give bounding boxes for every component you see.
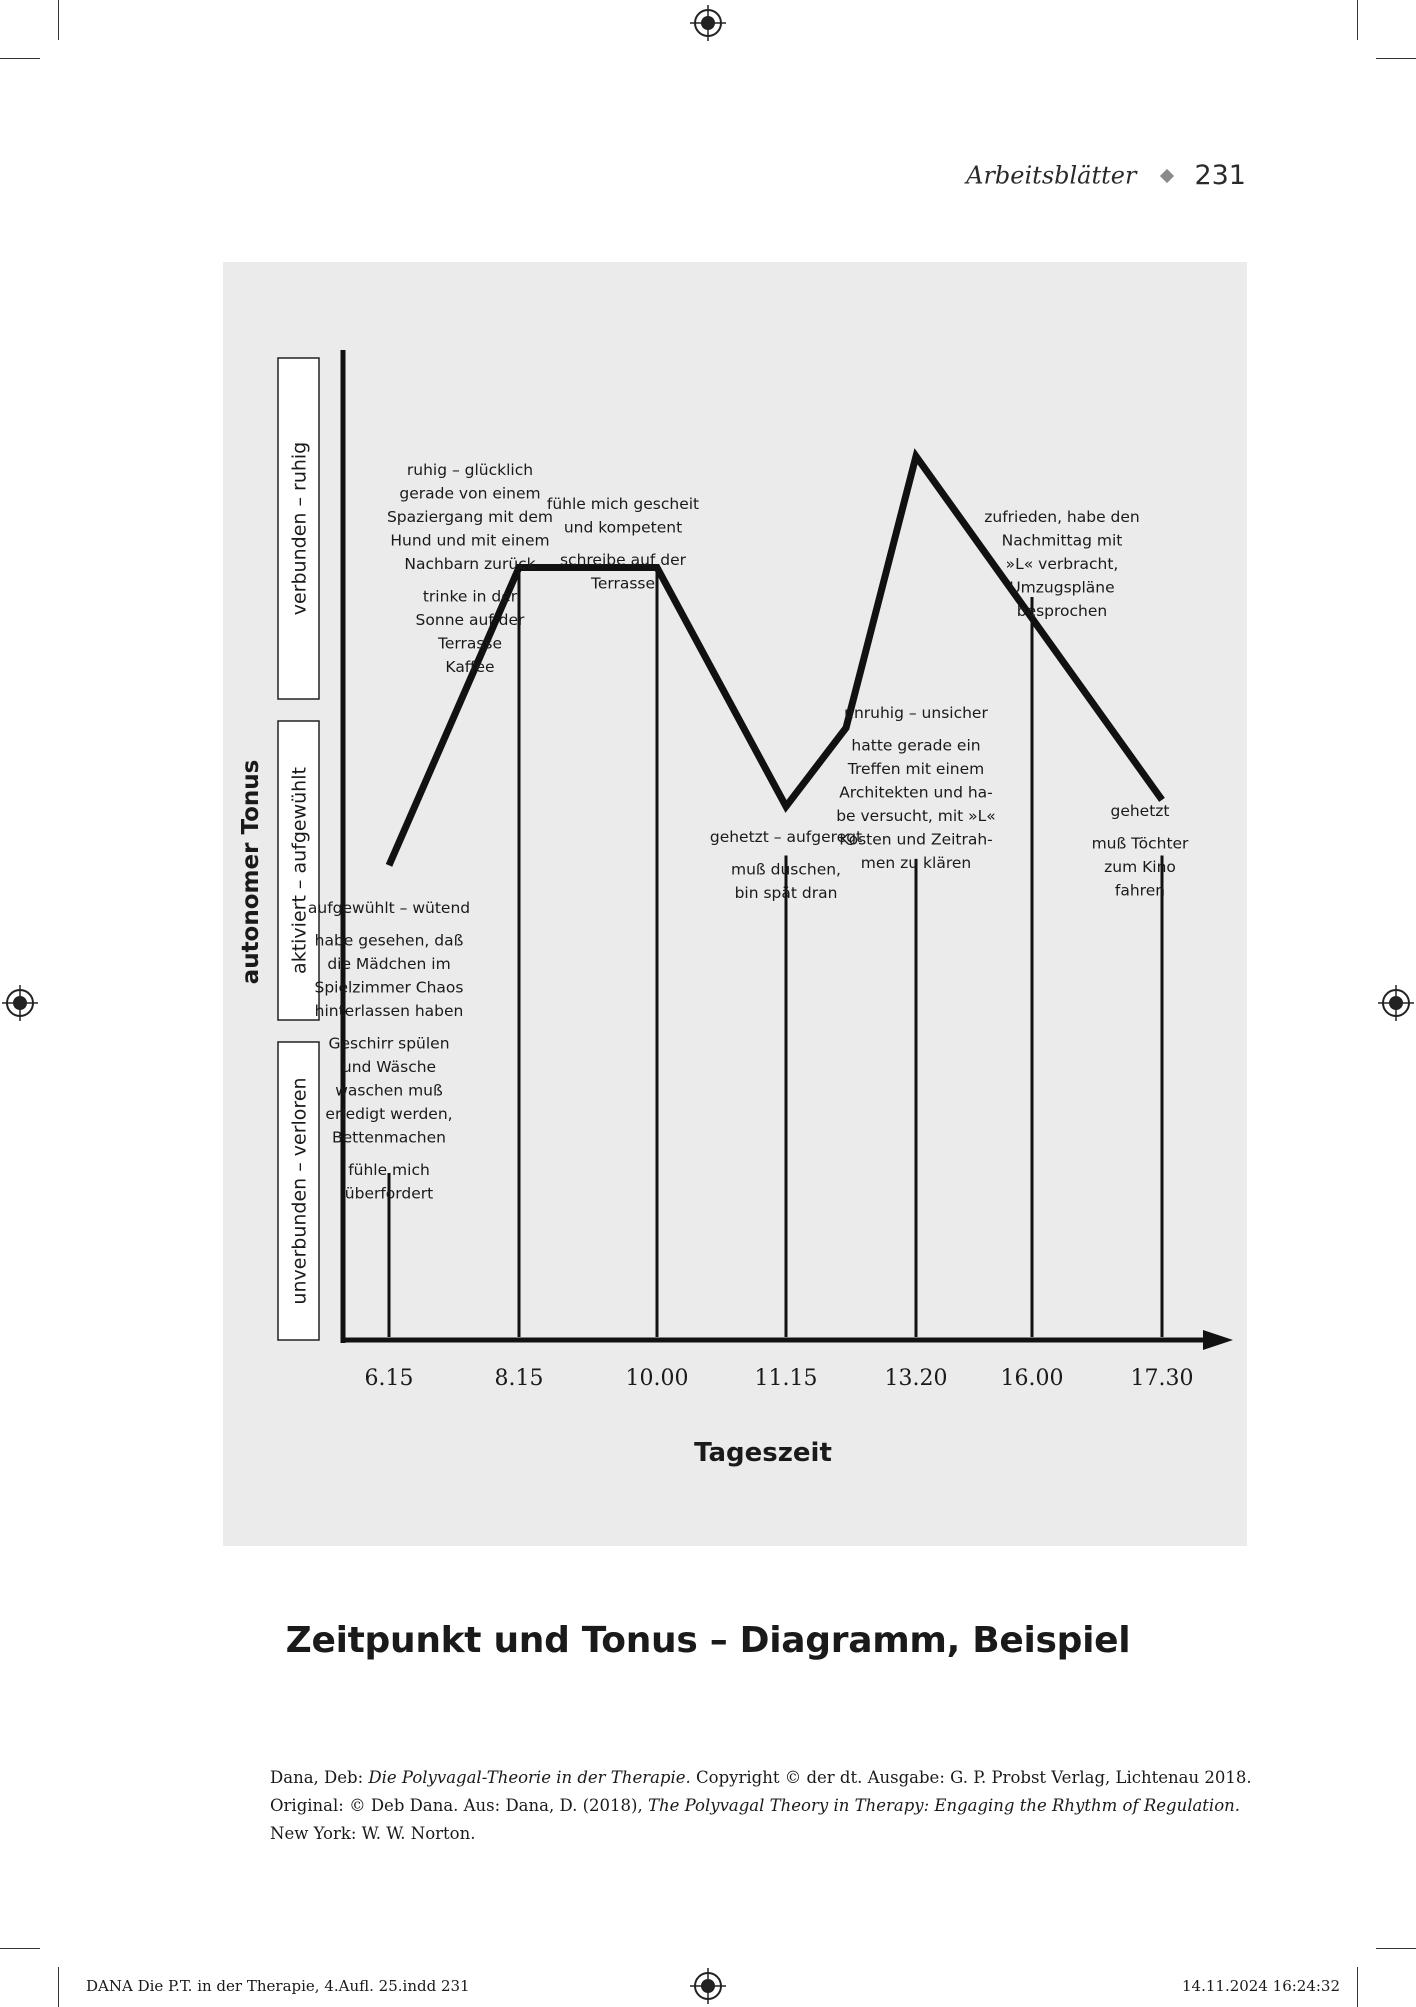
y-band-label-aktiviert: aktiviert – aufgewühlt	[288, 767, 311, 974]
annotation-line: fühle mich	[348, 1161, 430, 1179]
annotation-line: Nachmittag mit	[1001, 531, 1123, 550]
annotation-line: Treffen mit einem	[847, 760, 985, 778]
annotation-line: Umzugspläne	[1009, 578, 1115, 597]
annotation-line: überfordert	[344, 1184, 434, 1203]
annotation-line: Kosten und Zeitrah-	[839, 830, 993, 849]
annotation-line: gehetzt	[1110, 802, 1170, 820]
annotation-line: und kompetent	[563, 518, 683, 537]
crop-mark	[1357, 1967, 1358, 2007]
annotation-line: Sonne auf der	[415, 611, 525, 629]
annotation-line: Hund und mit einem	[390, 531, 550, 550]
footer-file-info: DANA Die P.T. in der Therapie, 4.Aufl. 25.indd 231	[86, 1977, 470, 1995]
crop-mark	[58, 1967, 59, 2007]
annotation-line: zum Kino	[1104, 858, 1176, 876]
annotation-line: hatte gerade ein	[851, 736, 981, 755]
crop-mark	[58, 0, 59, 40]
annotation-line: ruhig – glücklich	[406, 461, 534, 479]
annotation-line: Nachbarn zurück	[404, 555, 536, 573]
annotation-line: gehetzt – aufgeregt	[709, 828, 863, 846]
registration-mark-right	[1378, 985, 1414, 1021]
annotation-line: trinke in der	[422, 587, 518, 606]
source-text: Original: © Deb Dana. Aus: Dana, D. (2018),	[270, 1796, 648, 1815]
book-title-de: Die Polyvagal-Theorie in der Therapie.	[368, 1768, 691, 1787]
crop-mark	[1357, 0, 1358, 40]
section-title: Arbeitsblätter	[966, 161, 1137, 190]
source-note	[270, 1764, 1252, 1848]
footer-timestamp: 14.11.2024 16:24:32	[1182, 1977, 1341, 1995]
figure-caption: Zeitpunkt und Tonus – Diagramm, Beispiel	[285, 1620, 1131, 1661]
annotation-line: Kaffee	[445, 658, 495, 676]
annotation-line: Spaziergang mit dem	[386, 508, 554, 526]
annotation-line: be versucht, mit »L«	[836, 807, 996, 825]
x-tick-label: 13.20	[884, 1366, 948, 1391]
x-tick-label: 8.15	[494, 1366, 544, 1391]
annotation-line: besprochen	[1016, 602, 1108, 620]
annotation-line: hinterlassen haben	[314, 1002, 464, 1020]
x-axis-title: Tageszeit	[694, 1438, 832, 1468]
annotation-line: erledigt werden,	[325, 1105, 453, 1123]
annotation-line: schreibe auf der	[559, 551, 687, 569]
crop-mark	[1376, 1948, 1416, 1949]
crop-mark	[0, 1948, 40, 1949]
registration-mark-top	[690, 5, 726, 41]
annotation-line: gerade von einem	[399, 484, 541, 503]
annotation-line: die Mädchen im	[327, 955, 451, 973]
registration-mark-left	[2, 985, 38, 1021]
annotation-line: muß duschen,	[731, 860, 841, 879]
registration-mark-bottom	[690, 1968, 726, 2004]
x-tick-label: 17.30	[1130, 1366, 1194, 1391]
annotation-line: muß Töchter	[1091, 834, 1189, 853]
source-line-1	[270, 1764, 1252, 1792]
y-band-label-verbunden: verbunden – ruhig	[288, 441, 311, 616]
crop-mark	[1376, 58, 1416, 59]
x-tick-label: 16.00	[1000, 1366, 1064, 1391]
annotation-line: bin spät dran	[734, 884, 838, 902]
source-line-3: New York: W. W. Norton.	[270, 1824, 476, 1843]
annotation-line: Bettenmachen	[332, 1128, 446, 1147]
book-title-en: The Polyvagal Theory in Therapy: Engaging the Rhythm of Regulation.	[647, 1796, 1241, 1815]
annotation-line: Terrasse	[437, 634, 503, 653]
annotation-line: zufrieden, habe den	[984, 508, 1140, 526]
diamond-icon	[1160, 168, 1174, 182]
annotation-line: »L« verbracht,	[1005, 555, 1119, 573]
crop-mark	[0, 58, 40, 59]
time-tonus-chart	[223, 262, 1247, 1546]
source-line-2	[270, 1792, 1241, 1820]
annotation-line: unruhig – unsicher	[844, 704, 988, 722]
source-text: Dana, Deb:	[270, 1768, 369, 1787]
running-head	[0, 160, 1246, 200]
y-band-label-unverbunden: unverbunden – verloren	[288, 1077, 311, 1305]
annotation-line: Geschirr spülen	[328, 1034, 450, 1053]
y-axis-title: autonomer Tonus	[238, 759, 264, 985]
source-text: Copyright © der dt. Ausgabe: G. P. Probst Verlag, Lichtenau 2018.	[690, 1768, 1252, 1787]
annotation-line: waschen muß	[335, 1081, 443, 1100]
x-tick-label: 6.15	[364, 1366, 414, 1391]
annotation-line: habe gesehen, daß	[314, 931, 464, 950]
chart-panel	[223, 262, 1247, 1546]
annotation-line: aufgewühlt – wütend	[307, 899, 471, 917]
annotation-line: men zu klären	[860, 854, 972, 872]
annotation-line: fühle mich gescheit	[546, 495, 700, 513]
x-axis-arrowhead	[1203, 1330, 1233, 1350]
annotation-line: Spielzimmer Chaos	[314, 978, 464, 997]
x-tick-label: 10.00	[625, 1366, 689, 1391]
annotation-line: fahren	[1114, 881, 1166, 900]
annotation-line: Architekten und ha-	[839, 783, 993, 802]
x-tick-label: 11.15	[754, 1366, 818, 1391]
annotation-line: und Wäsche	[341, 1058, 437, 1076]
annotation-line: Terrasse	[590, 574, 656, 593]
page-number: 231	[1194, 160, 1246, 191]
